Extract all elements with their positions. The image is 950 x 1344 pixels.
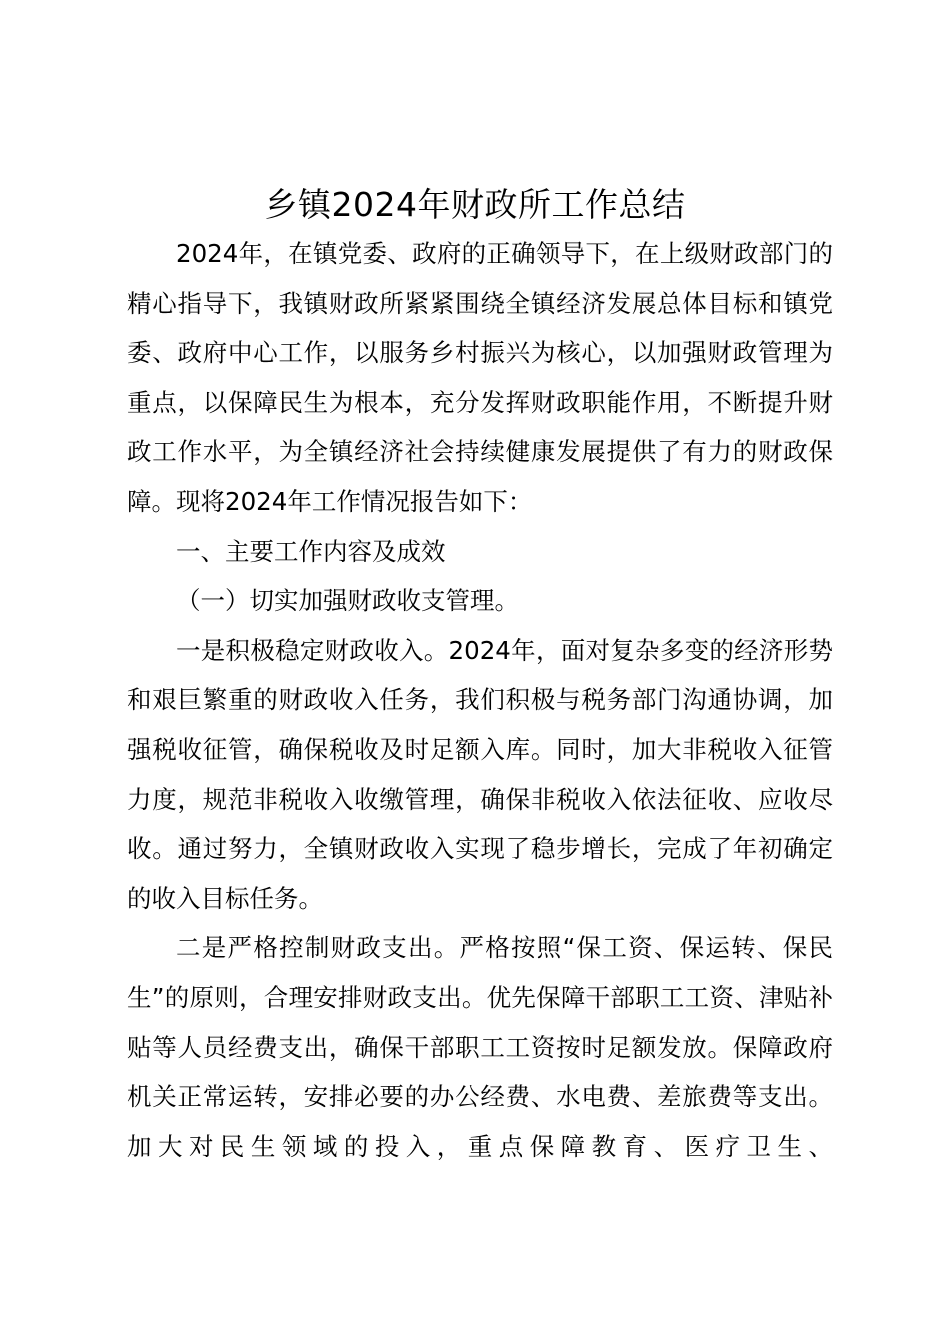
paragraph-revenue: 一是积极稳定财政收入。2024年，面对复杂多变的经济形势和艰巨繁重的财政收入任务，我们积极与税务部门沟通协调，加强税收征管，确保税收及时足额入库。同时，加大非税收入征管力度，规范非税收入收缴管理，确保非税收入依法征收、应收尽收。通过努力，全镇财政收入实现了稳步增长，完成了年初确定的收入目标任务。: [127, 635, 833, 913]
document-body: [127, 229, 833, 1171]
section-heading-1: 一、主要工作内容及成效: [176, 536, 446, 566]
subsection-heading-1: （一）切实加强财政收支管理。: [176, 586, 519, 616]
paragraph-expenditure: 二是严格控制财政支出。严格按照“保工资、保运转、保民生”的原则，合理安排财政支出。优先保障干部职工工资、津贴补贴等人员经费支出，确保干部职工工资按时足额发放。保障政府机关正常运转，安排必要的办公经费、水电费、差旅费等支出。加大对民生领域的投入，重点保障教育、医疗卫生、: [127, 933, 833, 1161]
paragraph-intro: 2024年，在镇党委、政府的正确领导下，在上级财政部门的精心指导下，我镇财政所紧紧围绕全镇经济发展总体目标和镇党委、政府中心工作，以服务乡村振兴为核心，以加强财政管理为重点，以保障民生为根本，充分发挥财政职能作用，不断提升财政工作水平，为全镇经济社会持续健康发展提供了有力的财政保障。现将2024年工作情况报告如下：: [127, 239, 833, 516]
document-title: 乡镇2024年财政所工作总结: [264, 185, 686, 224]
